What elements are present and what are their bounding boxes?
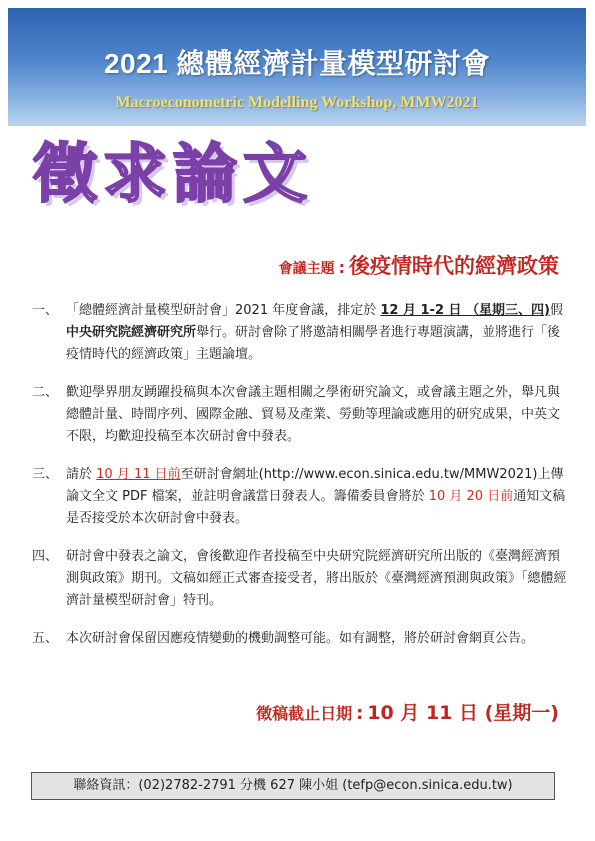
list-item-text: 請於 xyxy=(66,467,97,482)
list-item-number: 三、 xyxy=(32,467,59,482)
announcement-list xyxy=(32,300,568,666)
list-item-text: 通知文稿是否接受於本次研討會中發表。 xyxy=(66,489,566,526)
theme-value: 後疫情時代的經濟政策 xyxy=(349,254,559,278)
list-item-text: 研討會中發表之論文，會後歡迎作者投稿至中央研究院經濟研究所出版的《臺灣經濟預測與政策》期刊。文稿如經正式審查接受者，將出版於《臺灣經濟預測與政策》「總體經濟計量模型研討會」特刊。 xyxy=(66,549,567,608)
conference-theme xyxy=(279,250,559,280)
list-item xyxy=(32,628,568,650)
deadline-separator: : xyxy=(356,703,364,724)
list-item xyxy=(32,382,568,448)
contact-info: 聯絡資訊：(02)2782-2791 分機 627 陳小姐 (tefp@econ.sinica.edu.tw) xyxy=(31,772,555,800)
list-item-text: 10 月 11 日前 xyxy=(96,467,181,482)
list-item xyxy=(32,300,568,366)
theme-separator: : xyxy=(338,258,345,277)
banner-title: 2021 總體經濟計量模型研討會 xyxy=(103,48,491,79)
list-item-text: 歡迎學界朋友踴躍投稿與本次會議主題相關之學術研究論文，或會議主題之外，舉凡與總體計量、時間序列、國際金融、貿易及產業、勞動等理論或應用的研究成果，中英文不限，均歡迎投稿至本次研討會中發表。 xyxy=(66,385,561,444)
list-item-text: 至研討會網址(http://www.econ.sinica.edu.tw/MMW2021)上傳論文全文 PDF 檔案，並註明會議當日發表人。籌備委員會將於 xyxy=(66,467,564,504)
theme-label: 會議主題 xyxy=(278,261,335,277)
list-item-number: 五、 xyxy=(32,631,59,646)
list-item-number: 一、 xyxy=(32,303,59,318)
list-item-number: 二、 xyxy=(32,385,59,400)
call-for-papers-title: 徵求論文 xyxy=(33,138,313,212)
list-item-number: 四、 xyxy=(32,549,59,564)
list-item xyxy=(32,464,568,530)
banner-subtitle: Macroeconometric Modelling Workshop, MMW2021 xyxy=(115,94,479,111)
deadline-label: 徵稿截止日期 xyxy=(256,704,353,723)
list-item xyxy=(32,546,568,612)
deadline-value: 10 月 11 日 (星期一) xyxy=(367,702,559,724)
list-item-text: 「總體經濟計量模型研討會」2021 年度會議，排定於 xyxy=(66,303,381,318)
list-item-text: 12 月 1-2 日 （星期三、四) xyxy=(380,303,550,318)
list-item-text: 假 xyxy=(549,303,563,318)
list-item-text: 舉行。研討會除了將邀請相關學者進行專題演講，並將進行「後疫情時代的經濟政策」主題論壇。 xyxy=(66,325,561,362)
list-item-text: 中央研究院經濟研究所 xyxy=(66,325,197,340)
list-item-text: 10 月 20 日前 xyxy=(428,489,514,504)
header-banner xyxy=(8,8,586,126)
submission-deadline xyxy=(256,698,559,725)
list-item-text: 本次研討會保留因應疫情變動的機動調整可能。如有調整，將於研討會網頁公告。 xyxy=(66,631,535,646)
